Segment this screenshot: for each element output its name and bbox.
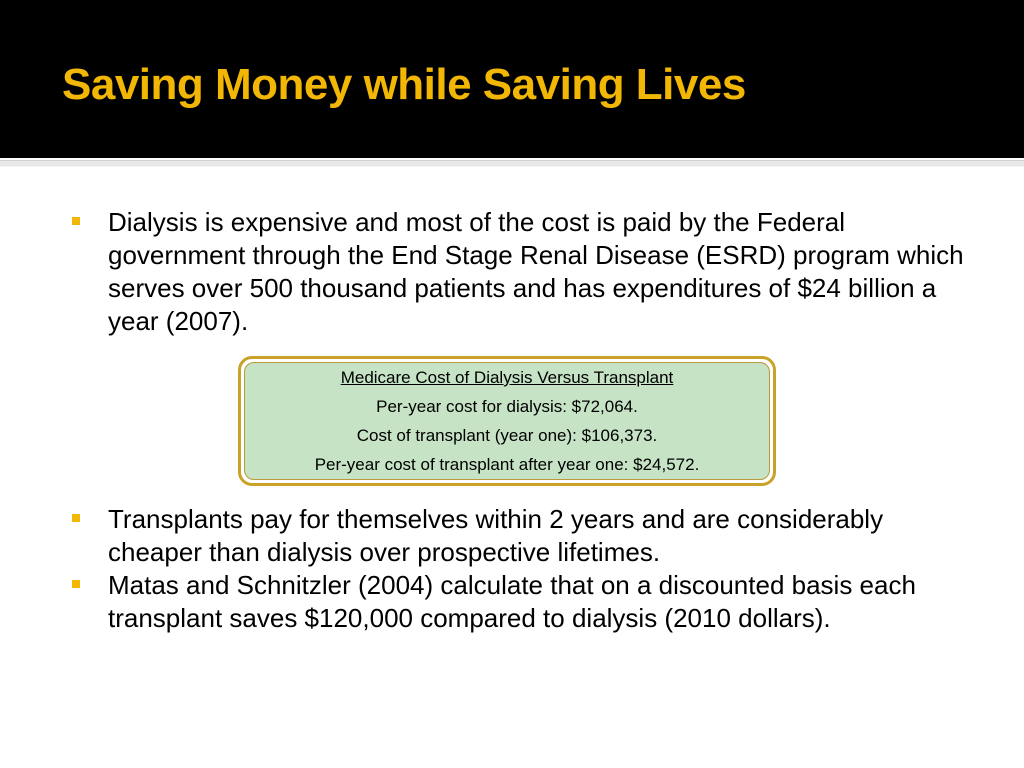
callout-line: Per-year cost of transplant after year one: $24,572. bbox=[314, 455, 700, 474]
cost-callout-inner bbox=[244, 362, 770, 480]
bullet-item bbox=[72, 206, 972, 338]
title-divider bbox=[0, 160, 1024, 167]
title-bar bbox=[0, 0, 1024, 158]
bullet-text: Transplants pay for themselves within 2 years and are considerably cheaper than dialysis over prospective lifetimes. bbox=[108, 504, 884, 567]
callout-line: Cost of transplant (year one): $106,373. bbox=[356, 426, 658, 445]
slide-title: Saving Money while Saving Lives bbox=[62, 60, 746, 109]
bullet-item bbox=[72, 569, 972, 635]
cost-callout-box bbox=[238, 356, 776, 486]
callout-heading: Medicare Cost of Dialysis Versus Transplant bbox=[340, 368, 674, 387]
square-bullet-icon bbox=[72, 580, 80, 588]
bullet-item bbox=[72, 503, 972, 569]
bullet-text: Matas and Schnitzler (2004) calculate that on a discounted basis each transplant saves $120,000 compared to dialysis (2010 dollars). bbox=[108, 570, 916, 633]
square-bullet-icon bbox=[72, 514, 80, 522]
bullet-text: Dialysis is expensive and most of the cost is paid by the Federal government through the End Stage Renal Disease (ESRD) program which serves over 500 thousand patients and has expenditures of $24 billion a year (2007). bbox=[108, 207, 964, 336]
bullet-list-top bbox=[72, 206, 972, 338]
square-bullet-icon bbox=[72, 217, 80, 225]
bullet-list-bottom bbox=[72, 503, 972, 635]
callout-line: Per-year cost for dialysis: $72,064. bbox=[376, 397, 638, 416]
